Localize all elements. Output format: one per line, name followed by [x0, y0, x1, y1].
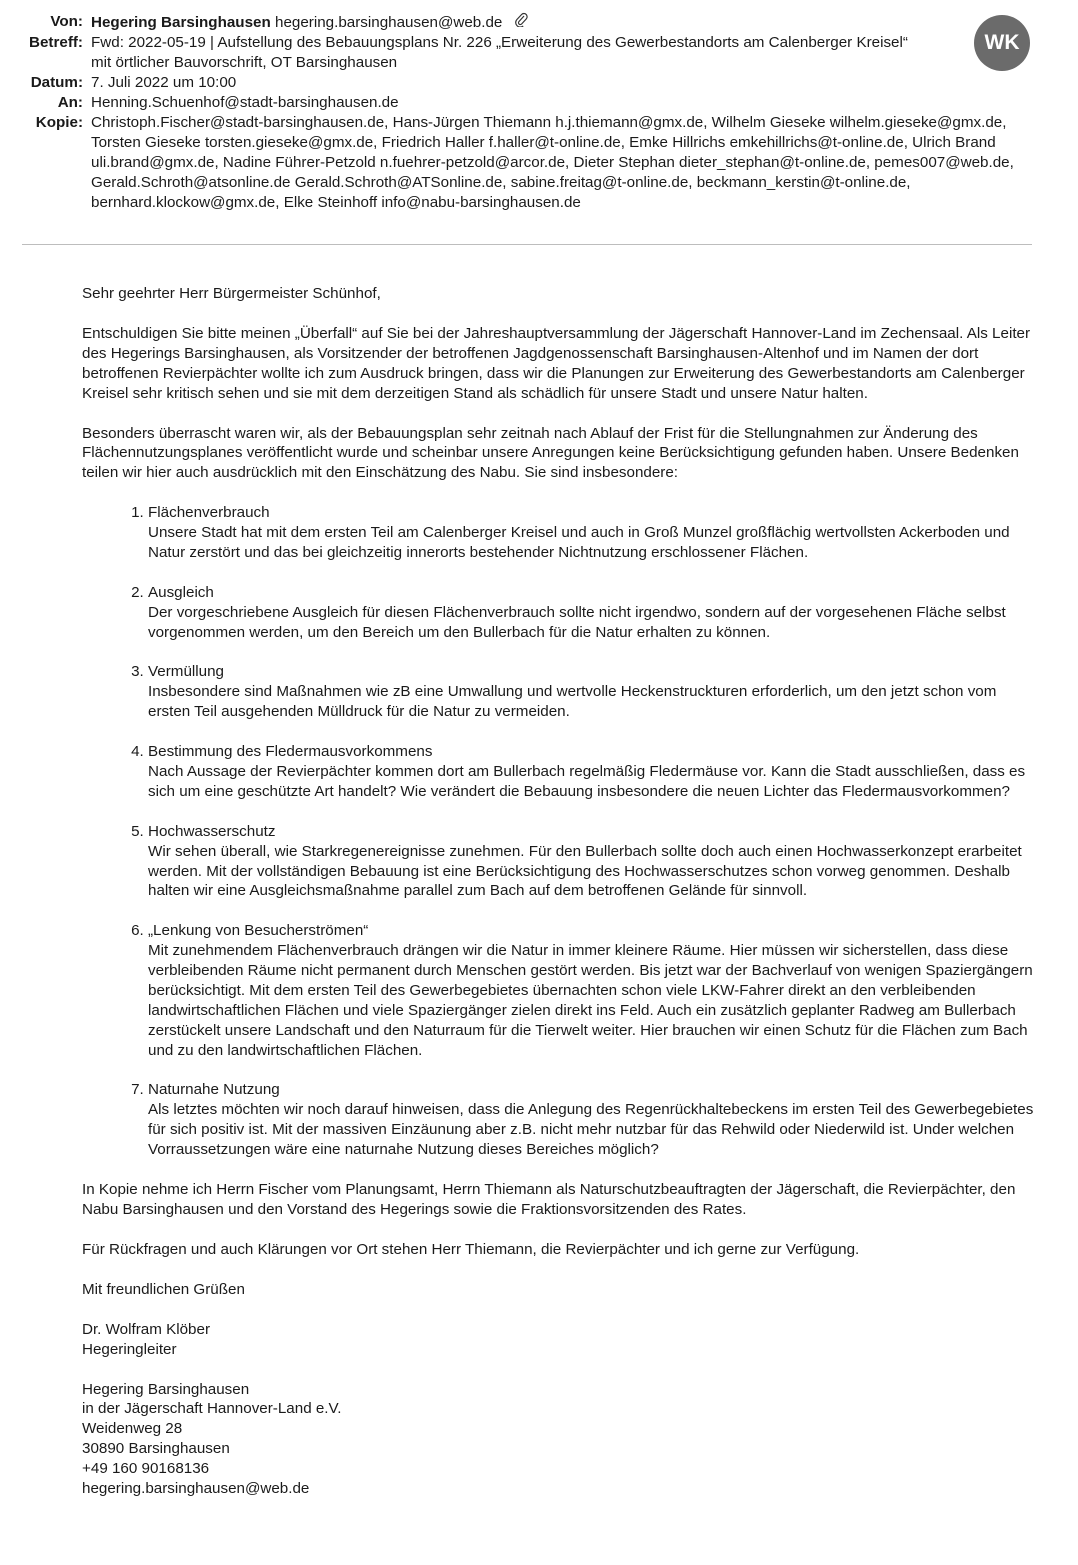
to-row	[0, 93, 1040, 113]
item-title: 4. Bestimmung des Fledermausvorkommens	[148, 743, 433, 761]
to-label: An:	[57, 94, 83, 111]
org-phone: +49 160 90168136	[82, 1460, 210, 1478]
item-title: 2. Ausgleich	[148, 583, 214, 601]
date-value: 7. Juli 2022 um 10:00	[91, 74, 237, 91]
item-text: Mit zunehmendem Flächenverbrauch drängen wir die Natur in immer kleinere Räume. Hier müssen wir sicherstellen, dass diese verbleibenden Räume nicht permanent durch Menschen gestört werden. Bis jetzt war der Bachverlauf von wenigen Spaziergängern berücksichtigt. Mit dem ersten Teil des Gewerbegebietes übernachten schon viele LKW-Fahrer direkt an den verbleibenden landwirtschaftlichen Flächen und viele Spaziergänger zielen direkt ins Feld. Auch ein zusätzlich geplanter Radweg am Bullerbach zerstückelt unsere Landschaft und den Naturraum für die Tierwelt weiter. Hier brauchen wir einen Schutz für die Flächen zum Bach und zu den landwirtschaftlichen Flächen.	[148, 942, 1033, 1059]
cc-row	[0, 113, 1040, 213]
email-header	[0, 12, 1040, 213]
greeting: Sehr geehrter Herr Bürgermeister Schünhof,	[82, 285, 381, 302]
paperclip-icon[interactable]	[515, 12, 528, 32]
org-email[interactable]: hegering.barsinghausen@web.de	[82, 1480, 310, 1498]
closing: Mit freundlichen Grüßen	[82, 1280, 245, 1298]
date-row	[0, 73, 1040, 93]
date-label: Datum:	[30, 74, 83, 91]
signature	[82, 1320, 1037, 1499]
cc-label: Kopie:	[35, 114, 83, 131]
item-text: Unsere Stadt hat mit dem ersten Teil am Calenberger Kreisel und auch in Groß Munzel großflächig wertvollsten Ackerboden und Natur zerstört und das bei gleichzeitig innerorts bestehender Nichtnutzung erschlossener Flächen.	[148, 524, 1010, 562]
paragraph-contact: Für Rückfragen und auch Klärungen vor Ort stehen Herr Thiemann, die Revierpächter und ich gerne zur Verfügung.	[82, 1240, 860, 1258]
paragraph-copy: In Kopie nehme ich Herrn Fischer vom Planungsamt, Herrn Thiemann als Naturschutzbeauftragten der Jägerschaft, die Revierpächter, den Nabu Barsinghausen und den Vorstand des Hegerings sowie die Fraktionsvorsitzenden des Rates.	[82, 1181, 1016, 1218]
item-text: Wir sehen überall, wie Starkregenereignisse zunehmen. Für den Bullerbach sollte doch auch einen Hochwasserkonzept erarbeitet werden. Mit der vollständigen Bebauung ist eine Berücksichtigung des Hochwasserschutzes schon vorweg genommen. Deshalb halten wir eine Ausgleichsmaßnahme parallel zum Bach auf dem betroffenen Gelände für sinnvoll.	[148, 842, 1022, 900]
org-street: Weidenweg 28	[82, 1420, 183, 1438]
subject-row	[0, 33, 1040, 73]
item-text: Als letztes möchten wir noch darauf hinweisen, dass die Anlegung des Regenrückhaltebeckens im ersten Teil des Gewerbegebietes für sich positiv ist. Mit der massiven Einzäunung aber z.B. nicht mehr nutzbar für das Rehwild oder Niederwild ist. Under welchen Vorraussetzungen wäre eine naturnahe Nutzung dieses Bereiches möglich?	[148, 1101, 1034, 1159]
item-title: 7. Naturnahe Nutzung	[148, 1081, 280, 1099]
org-name: Hegering Barsinghausen	[82, 1380, 250, 1398]
list-item	[148, 1080, 1037, 1160]
paragraph-concerns: Besonders überrascht waren wir, als der Bebauungsplan sehr zeitnah nach Ablauf der Frist für die Stellungnahmen zur Änderung des Flächennutzungsplanes veröffentlicht wurde und scheinbar unsere Anregungen keine Berücksichtigung gefunden haben. Unsere Bedenken teilen wir hier auch ausdrücklich mit den Einschätzung des Nabu. Sie sind insbesondere:	[82, 424, 1019, 482]
org-subtitle: in der Jägerschaft Hannover-Land e.V.	[82, 1400, 342, 1418]
list-item	[148, 742, 1037, 802]
signer-name: Dr. Wolfram Klöber	[82, 1320, 211, 1338]
from-row	[0, 12, 1040, 33]
paragraph-intro: Entschuldigen Sie bitte meinen „Überfall“ auf Sie bei der Jahreshauptversammlung der Jägerschaft Hannover-Land im Zechensaal. Als Leiter des Hegerings Barsinghausen, als Vorsitzender der betroffenen Jagdgenossenschaft Barsinghausen-Altenhof und im Namen der dort betroffenen Revierpächter wollte ich zum Ausdruck bringen, dass wir die Planungen zur Erweiterung des Gewerbestandorts am Calenberger Kreisel sehr kritisch sehen und sie mit dem derzeitigen Stand als schädlich für unsere Stadt und unsere Natur halten.	[82, 324, 1031, 402]
subject-label: Betreff:	[28, 34, 83, 51]
to-recipient[interactable]: Henning.Schuenhof@stadt-barsinghausen.de	[91, 94, 399, 111]
item-title: 6. „Lenkung von Besucherströmen“	[148, 922, 369, 940]
item-text: Nach Aussage der Revierpächter kommen dort am Bullerbach regelmäßig Fledermäuse vor. Kann die Stadt ausschließen, dass es sich um eine geschützte Art handelt? Wie verändert die Bebauung insbesondere die neuen Lichter das Fledermausvorkommen?	[148, 762, 1026, 800]
list-item	[148, 583, 1037, 643]
list-item	[148, 662, 1037, 722]
subject-text: Fwd: 2022-05-19 | Aufstellung des Bebauungsplans Nr. 226 „Erweiterung des Gewerbestandorts am Calenberger Kreisel“ mit örtlicher Bauvorschrift, OT Barsinghausen	[91, 34, 908, 71]
item-title: 5. Hochwasserschutz	[148, 822, 276, 840]
cc-recipients[interactable]: Christoph.Fischer@stadt-barsinghausen.de, Hans-Jürgen Thiemann h.j.thiemann@gmx.de, Wilhelm Gieseke wilhelm.gieseke@gmx.de, Torsten Gieseke torsten.gieseke@gmx.de, Friedrich Haller f.haller@t-online.de, Emke Hillrichs emkehillrichs@t-online.de, Ulrich Brand uli.brand@gmx.de, Nadine Führer-Petzold n.fuehrer-petzold@arcor.de, Dieter Stephan dieter_stephan@t-online.de, pemes007@web.de, Gerald.Schroth@atsonline.de Gerald.Schroth@ATSonline.de, sabine.freitag@t-online.de, beckmann_kerstin@t-online.de, bernhard.klockow@gmx.de, Elke Steinhoff info@nabu-barsinghausen.de	[91, 114, 1014, 211]
concern-list	[82, 503, 1037, 1160]
message-body	[82, 284, 1037, 1519]
item-text: Insbesondere sind Maßnahmen wie zB eine Umwallung und wertvolle Heckenstruckturen erforderlich, um den jetzt schon vom ersten Teil ausgehenden Mülldruck für die Natur zu vermeiden.	[148, 683, 997, 721]
list-item	[148, 822, 1037, 902]
header-divider	[22, 244, 1032, 245]
from-label: Von:	[50, 13, 83, 30]
item-text: Der vorgeschriebene Ausgleich für diesen Flächenverbrauch sollte nicht irgendwo, sondern auf der vorgesehenen Fläche selbst vorgenommen werden, um den Bereich um den Bullerbach für die Natur erhalten zu können.	[148, 603, 1006, 641]
signer-role: Hegeringleiter	[82, 1340, 177, 1358]
sender-name[interactable]: Hegering Barsinghausen	[91, 14, 271, 31]
item-title: 1. Flächenverbrauch	[148, 504, 270, 522]
item-title: 3. Vermüllung	[148, 663, 224, 681]
list-item	[148, 503, 1037, 563]
avatar: WK	[974, 15, 1030, 71]
list-item	[148, 921, 1037, 1060]
sender-email[interactable]: hegering.barsinghausen@web.de	[275, 14, 503, 31]
org-city: 30890 Barsinghausen	[82, 1440, 230, 1458]
